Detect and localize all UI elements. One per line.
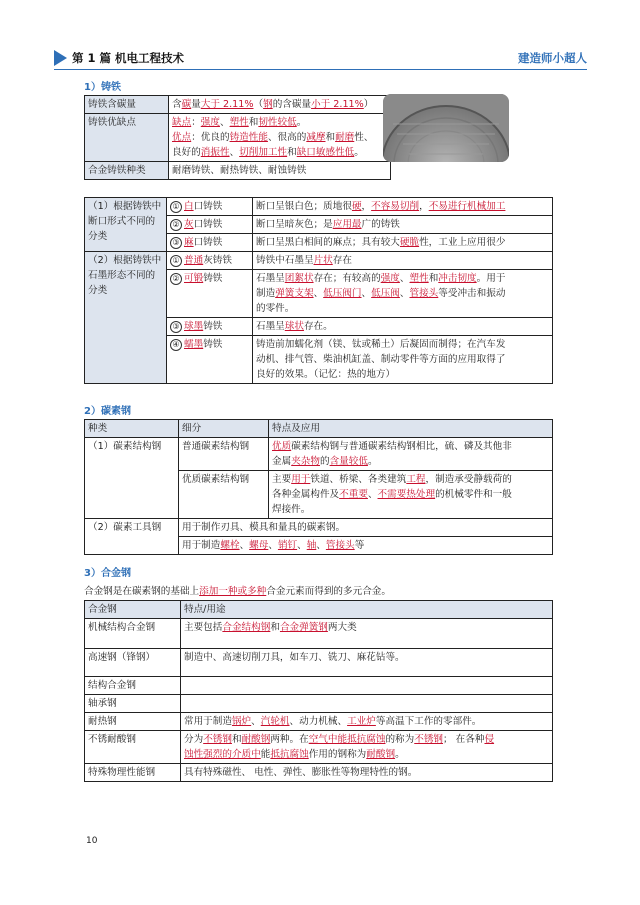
highlight-text: 添加一种或多种 <box>199 586 267 597</box>
highlight-text: 消振性 <box>200 147 230 158</box>
alloy-use <box>181 731 553 764</box>
highlight-text: 片状 <box>313 255 333 266</box>
text-segment: ： <box>191 117 201 128</box>
text-segment: 的 <box>319 456 330 467</box>
highlight-text: 可锻 <box>184 273 204 284</box>
manhole-cover-photo <box>383 94 509 162</box>
quality-steel-label: 优质碳素结构钢 <box>179 471 269 519</box>
table-row <box>85 677 553 695</box>
gray-iron: ② 灰口铸铁 <box>167 216 253 234</box>
common-gray-iron-desc <box>253 252 553 270</box>
types-label: 合金铸铁种类 <box>85 162 169 180</box>
text-segment: 、 <box>219 117 230 128</box>
text-segment: 、 <box>316 540 326 551</box>
text-segment: 的含碳量 <box>272 99 312 110</box>
text-segment: 合金钢是在碳素钢的基础上 <box>84 586 200 597</box>
text-segment: ， <box>361 201 372 212</box>
alloy-use <box>181 764 553 782</box>
text-segment: 各种金属构件及 <box>272 489 340 500</box>
highlight-text: 不锈钢 <box>203 734 232 745</box>
tool-steel-desc: 用于制作刃具、模具和量具的碳素钢。 <box>179 519 553 537</box>
mottled-iron-desc <box>253 234 553 252</box>
text-segment: 制造 <box>256 288 276 299</box>
merits-value <box>169 114 391 162</box>
highlight-text: 强度 <box>200 117 220 128</box>
highlight-text: 铸造性能 <box>229 132 268 143</box>
highlight-text: 蚀性强烈的介质中 <box>184 749 261 760</box>
text-segment: ） <box>363 99 374 110</box>
highlight-text: 合金弹簧钢 <box>279 622 328 633</box>
highlight-text: 麻 <box>184 237 194 248</box>
highlight-text: 轴 <box>306 540 317 551</box>
text-segment: 和 <box>270 622 280 633</box>
highlight-text: 工程 <box>406 474 426 485</box>
tool-steel-label: （2）碳素工具钢 <box>85 519 179 555</box>
highlight-text: 塑性 <box>229 117 249 128</box>
text-segment: 两种。在 <box>270 734 309 745</box>
highlight-text: 低压阀 <box>371 288 400 299</box>
text-segment: ，制造承受静载荷的 <box>425 474 512 485</box>
highlight-text: 缺点 <box>172 117 192 128</box>
tool-steel-use <box>179 537 553 555</box>
highlight-text: 弹簧支架 <box>275 288 314 299</box>
highlight-text: 抵抗腐蚀 <box>270 749 309 760</box>
text-segment: 、 <box>239 540 250 551</box>
text-segment: 作用的钢称为 <box>308 749 367 760</box>
col-header: 特点及应用 <box>269 420 553 438</box>
cast-iron-classification-table <box>84 197 553 384</box>
text-segment: 两大类 <box>327 622 357 633</box>
text-segment: 、 <box>367 489 378 500</box>
text-segment: ：优良的 <box>191 132 230 143</box>
text-segment: 、动力机械、 <box>289 716 348 727</box>
highlight-text: 锅炉 <box>231 716 252 727</box>
highlight-text: 减摩 <box>306 132 326 143</box>
highlight-text: 硬 <box>351 201 362 212</box>
types-value: 耐磨铸铁、耐热铸铁、耐蚀铸铁 <box>169 162 391 180</box>
text-segment: 碳素结构钢与普通碳素结构钢相比，硫、磷及其他非 <box>291 441 512 452</box>
highlight-text: 优质 <box>272 441 292 452</box>
text-segment: 断口呈黑白相间的麻点；具有较大 <box>256 237 400 248</box>
text-segment: 的称为 <box>385 734 415 745</box>
highlight-text: 蠕墨 <box>184 339 204 350</box>
alloy-name: 轴承钢 <box>85 695 181 713</box>
highlight-text: 侵 <box>484 734 495 745</box>
ductile-iron-desc <box>253 318 553 336</box>
text-segment: 性、 <box>354 132 374 143</box>
highlight-text: 韧性较低 <box>258 117 297 128</box>
text-segment: 铸铁中石墨呈 <box>256 255 314 266</box>
cast-iron-table <box>84 95 391 180</box>
highlight-text: 汽轮机 <box>260 716 290 727</box>
highlight-text: 白 <box>184 201 194 212</box>
text-segment: 、 <box>399 288 410 299</box>
table-header-row <box>85 601 553 619</box>
highlight-text: 硬脆 <box>399 237 420 248</box>
highlight-text: 小于 2.11% <box>311 99 364 110</box>
table-row <box>85 252 553 270</box>
highlight-text: 优点 <box>172 132 192 143</box>
highlight-text: 不需要热处理 <box>377 489 436 500</box>
highlight-text: 低压阀门 <box>323 288 362 299</box>
alloy-name: 特殊物理性能钢 <box>85 764 181 782</box>
text-segment: 、 <box>268 540 278 551</box>
highlight-text: 含量较低 <box>329 456 368 467</box>
alloy-name: 耐热钢 <box>85 713 181 731</box>
alloy-intro <box>84 583 391 597</box>
table-row <box>85 519 553 537</box>
highlight-text: 缺口敏感性低 <box>296 147 355 158</box>
text-segment: 铁道、桥梁、各类建筑 <box>310 474 407 485</box>
highlight-text: 螺母 <box>249 540 269 551</box>
section-cast-iron: 1）铸铁 <box>84 82 121 93</box>
highlight-text: 耐磨 <box>335 132 355 143</box>
table-row <box>85 731 553 764</box>
section-carbon-steel: 2）碳素钢 <box>84 406 131 417</box>
malleable-iron: ② 可锻铸铁 <box>167 270 253 318</box>
highlight-text: 塑性 <box>409 273 429 284</box>
text-segment: 。 <box>367 456 378 467</box>
highlight-text: 销钉 <box>277 540 298 551</box>
highlight-text: 不锈钢 <box>414 734 444 745</box>
common-gray-iron: ① 普通灰铸铁 <box>167 252 253 270</box>
carbon-steel-table <box>84 419 553 555</box>
text-segment: 口铸铁 <box>193 219 223 230</box>
alloy-use <box>181 695 553 713</box>
text-segment: 。 <box>296 117 307 128</box>
text-segment: 灰铸铁 <box>203 255 232 266</box>
text-segment: 量 <box>191 99 201 110</box>
text-segment: 。 <box>395 749 405 760</box>
highlight-text: 合金结构钢 <box>222 622 271 633</box>
alloy-use <box>181 677 553 695</box>
text-segment: 和 <box>428 273 439 284</box>
highlight-text: 团絮状 <box>284 273 314 284</box>
merits-label: 铸铁优缺点 <box>85 114 169 162</box>
vermicular-iron-desc: 铸造前加蠕化剂（镁、钛或稀土）后凝固而制得；在汽车发 动机、排气管、柴油机缸盖、制动零件等方面的应用取得了 良好的效果。（记忆：热的地方） <box>253 336 553 384</box>
text-segment: 。 <box>354 147 364 158</box>
highlight-text: 不重要 <box>339 489 368 500</box>
highlight-text: 应用最 <box>332 219 362 230</box>
graphite-group-label: （2）根据铸铁中石墨形态不同的分类 <box>85 252 167 384</box>
text-segment: 和 <box>325 132 336 143</box>
table-row <box>85 438 553 471</box>
text-segment: 、很高的 <box>267 132 307 143</box>
text-segment: 断口呈暗灰色；是 <box>256 219 333 230</box>
highlight-text: 不易进行机械加工 <box>428 201 506 212</box>
alloy-use <box>181 713 553 731</box>
fracture-group-label: （1）根据铸铁中断口形式不同的分类 <box>85 198 167 252</box>
chapter-title: 第 1 篇 机电工程技术 <box>72 51 185 65</box>
text-segment: （ <box>253 99 264 110</box>
text-segment: 金属 <box>272 456 292 467</box>
vermicular-iron: ④ 蠕墨铸铁 <box>167 336 253 384</box>
text-segment: 分为 <box>184 734 204 745</box>
highlight-text: 钢 <box>263 99 273 110</box>
text-segment: 和 <box>248 117 259 128</box>
alloy-name: 机械结构合金钢 <box>85 619 181 649</box>
mottled-iron: ③ 麻口铸铁 <box>167 234 253 252</box>
highlight-text: 管接头 <box>409 288 439 299</box>
text-segment: 主要包括 <box>184 622 223 633</box>
table-row <box>85 96 391 114</box>
text-segment: 铸铁 <box>203 339 223 350</box>
text-segment: 主要 <box>272 474 292 485</box>
text-segment: 含 <box>172 99 182 110</box>
text-segment: 铸铁 <box>203 321 223 332</box>
text-segment: 广的铸铁 <box>361 219 400 230</box>
carbon-value <box>169 96 391 114</box>
highlight-text: 工业炉 <box>347 716 376 727</box>
highlight-text: 球状 <box>284 321 304 332</box>
highlight-text: 普通 <box>184 255 204 266</box>
highlight-text: 不容易切削 <box>371 201 420 212</box>
col-header: 细分 <box>179 420 269 438</box>
text-segment: 断口呈银白色；质地很 <box>256 201 352 212</box>
play-triangle-icon <box>54 50 67 66</box>
table-row <box>85 649 553 677</box>
text-segment: 、 <box>399 273 410 284</box>
white-iron-desc <box>253 198 553 216</box>
text-segment: 用于制造 <box>182 540 221 551</box>
text-segment: 制造中、高速切削刀具，如车刀、铣刀、麻花钻等。 <box>184 652 405 663</box>
ordinary-steel-label: 普通碳素结构钢 <box>179 438 269 471</box>
text-segment: 、 <box>297 540 307 551</box>
text-segment: 性，工业上应用很少 <box>419 237 506 248</box>
text-segment: 合金元素而得到的多元合金。 <box>266 586 391 597</box>
malleable-iron-desc: 石墨呈团絮状存在；有较高的强度、塑性和冲击韧度。用于 制造弹簧支架、低压阀门、低压阀、管接头等受冲击和振动 的零件。 <box>253 270 553 318</box>
text-segment: 、 <box>229 147 240 158</box>
col-header: 特点/用途 <box>181 601 553 619</box>
table-row <box>85 695 553 713</box>
highlight-text: 灰 <box>184 219 194 230</box>
brand-name: 建造师小超人 <box>518 51 587 65</box>
text-segment: 存在。 <box>303 321 333 332</box>
highlight-text: 大于 2.11% <box>200 99 254 110</box>
highlight-text: 夹杂物 <box>291 456 320 467</box>
text-segment: 的机械零件和一般 <box>435 489 512 500</box>
table-row <box>85 619 553 649</box>
alloy-steel-table <box>84 600 553 782</box>
highlight-text: 螺栓 <box>220 540 240 551</box>
text-segment: 常用于制造 <box>184 716 232 727</box>
table-row <box>85 114 391 162</box>
highlight-text: 耐酸钢 <box>366 749 396 760</box>
table-row <box>85 162 391 180</box>
carbon-label: 铸铁含碳量 <box>85 96 169 114</box>
text-segment: ； 在各种 <box>443 734 485 745</box>
text-segment: 口铸铁 <box>193 237 223 248</box>
highlight-text: 空气中能抵抗腐蚀 <box>308 734 386 745</box>
text-segment: 和 <box>287 147 297 158</box>
highlight-text: 耐酸钢 <box>241 734 271 745</box>
text-segment: 等 <box>354 540 365 551</box>
text-segment: 等受冲击和振动 <box>438 288 506 299</box>
page-header <box>54 48 587 70</box>
alloy-use <box>181 619 553 649</box>
text-segment: 存在；有较高的 <box>313 273 381 284</box>
col-header: 合金钢 <box>85 601 181 619</box>
white-iron: ① 白口铸铁 <box>167 198 253 216</box>
highlight-text: 用于 <box>291 474 311 485</box>
text-segment: 、 <box>313 288 324 299</box>
quality-steel-desc: 主要用于铁道、桥梁、各类建筑工程，制造承受静载荷的 各种金属构件及不重要、不需要热处理的机械零件和一般 焊接件。 <box>269 471 553 519</box>
text-segment: 口铸铁 <box>193 201 223 212</box>
table-header-row <box>85 420 553 438</box>
alloy-name: 不锈耐酸钢 <box>85 731 181 764</box>
ductile-iron: ③ 球墨铸铁 <box>167 318 253 336</box>
highlight-text: 碳 <box>181 99 192 110</box>
text-segment: 石墨呈 <box>256 273 285 284</box>
table-row <box>85 198 553 216</box>
page-number: 10 <box>86 836 98 846</box>
alloy-use <box>181 649 553 677</box>
alloy-name: 高速钢（锋钢） <box>85 649 181 677</box>
structural-steel-label: （1）碳素结构钢 <box>85 438 179 519</box>
text-segment: 良好的 <box>172 147 201 158</box>
text-segment: 铸铁 <box>203 273 223 284</box>
text-segment: 存在 <box>332 255 352 266</box>
text-segment: 石墨呈 <box>256 321 285 332</box>
text-segment: 能 <box>260 749 271 760</box>
table-row <box>85 764 553 782</box>
col-header: 种类 <box>85 420 179 438</box>
highlight-text: 强度 <box>380 273 400 284</box>
text-segment: 等高温下工作的零部件。 <box>375 716 482 727</box>
highlight-text: 切削加工性 <box>239 147 288 158</box>
highlight-text: 管接头 <box>325 540 355 551</box>
text-segment: 。用于 <box>476 273 506 284</box>
gray-iron-desc <box>253 216 553 234</box>
alloy-name: 结构合金钢 <box>85 677 181 695</box>
highlight-text: 球墨 <box>184 321 204 332</box>
text-segment: 具有特殊磁性、 电性、弹性、膨胀性等物理特性的钢。 <box>184 767 418 778</box>
text-segment: 、 <box>361 288 372 299</box>
ordinary-steel-desc <box>269 438 553 471</box>
table-row <box>85 713 553 731</box>
text-segment: 、 <box>251 716 261 727</box>
highlight-text: 冲击韧度 <box>438 273 477 284</box>
text-segment: 和 <box>231 734 242 745</box>
section-alloy-steel: 3）合金钢 <box>84 568 131 579</box>
text-segment: ， <box>419 201 429 212</box>
